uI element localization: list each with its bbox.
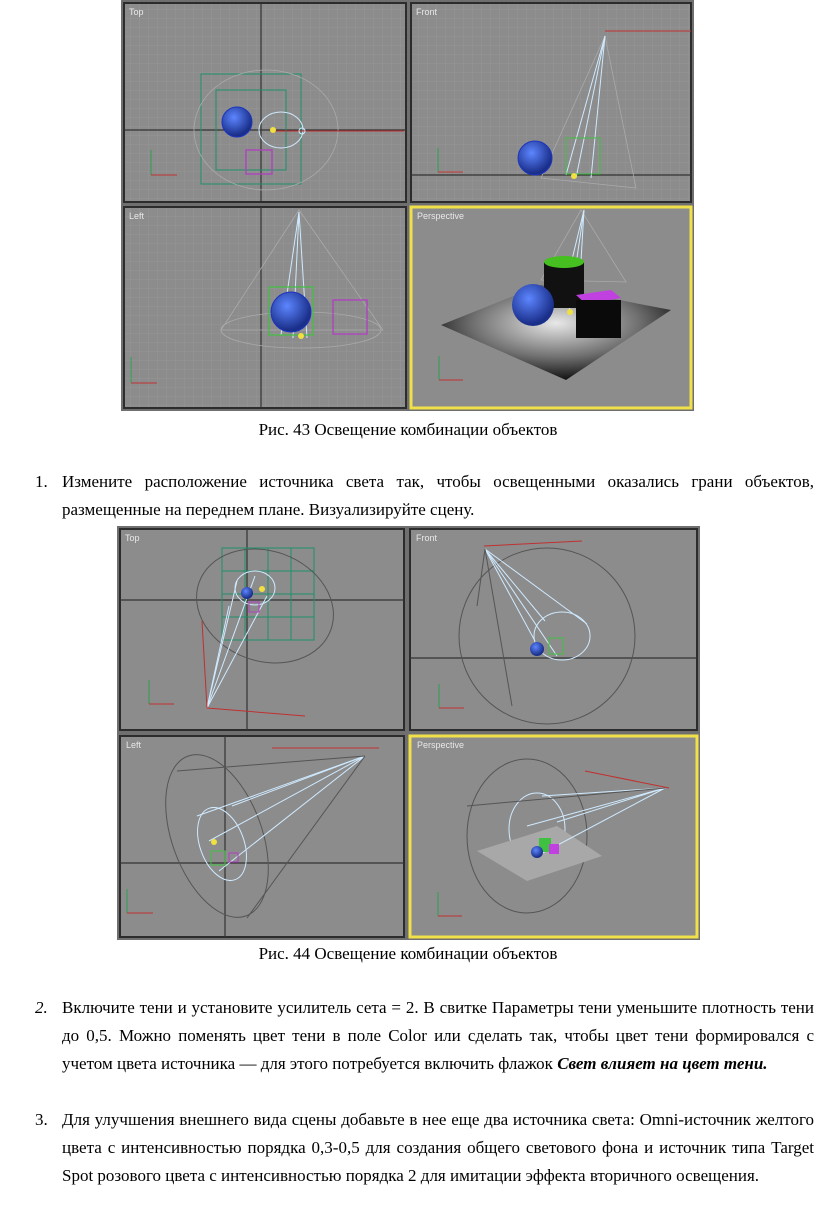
viewport-label: Top [125, 533, 140, 543]
step-2-emphasis: Свет влияет на цвет тени. [557, 1054, 768, 1073]
viewport-label: Perspective [417, 740, 465, 750]
viewport-label: Top [129, 7, 144, 17]
viewport-front[interactable] [410, 529, 697, 730]
viewport-perspective[interactable] [411, 207, 691, 408]
viewport-left[interactable] [124, 207, 406, 408]
step-3-number: 3. [35, 1110, 48, 1129]
step-1-text: Измените расположение источника света так, чтобы освещенными оказались грани объектов, размещенные на переднем плане. Визуализируйте сцену. [62, 472, 814, 519]
viewport-label: Front [416, 7, 438, 17]
figure-1-screenshot [121, 0, 694, 411]
step-3-text: Для улучшения внешнего вида сцены добавьте в нее еще два источника света: Omni-источник желтого цвета с интенсивностью порядка 0,3-0,5 для создания общего светового фона и источник типа Target Spot розового цвета с интенсивностью порядка 2 для имитации эффекта вторичного освещения. [62, 1110, 814, 1185]
viewport-label: Front [416, 533, 438, 543]
figure-2-caption: Рис. 44 Освещение комбинации объектов [258, 944, 558, 963]
step-2-number [35, 994, 48, 1022]
sphere-object [222, 107, 252, 137]
viewport-label: Left [126, 740, 142, 750]
viewport-label: Left [129, 211, 145, 221]
figure-1-caption: Рис. 43 Освещение комбинации объектов [258, 420, 558, 439]
step-2-body: Включите тени и установите усилитель сета = 2. В свитке Параметры тени уменьшите плотность тени до 0,5. Можно поменять цвет тени в поле Color или сделать так, чтобы цвет тени формировался с учетом цвета источника — для этого потребуется включить флажок [62, 998, 814, 1073]
figure-2-screenshot [117, 526, 700, 940]
step-1-number: 1. [35, 472, 48, 491]
viewport-left[interactable] [120, 736, 404, 937]
target-icon [270, 127, 276, 133]
viewport-perspective[interactable] [410, 736, 697, 937]
step-2-number-text: 2. [35, 998, 48, 1017]
viewport-label: Perspective [417, 211, 465, 221]
viewport-top[interactable] [120, 529, 404, 730]
step-2-text [62, 994, 814, 1078]
viewport-front[interactable] [411, 3, 691, 202]
viewport-top[interactable] [124, 3, 406, 202]
